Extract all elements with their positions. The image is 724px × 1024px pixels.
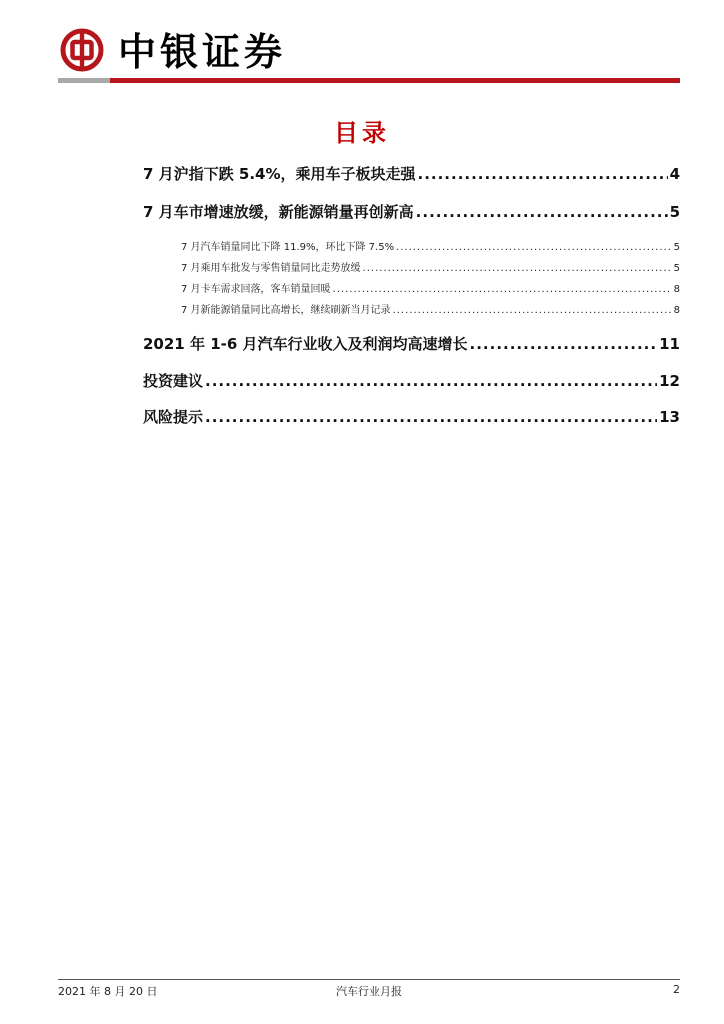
toc-entry-label: 2021 年 1-6 月汽车行业收入及利润均高速增长 [143,335,468,353]
footer-report-name: 汽车行业月报 [336,985,402,998]
toc-entry-label: 投资建议 [143,372,204,390]
toc-entry-page: 4 [669,165,680,183]
toc-dot-leader [396,242,672,253]
toc-entry-h1[interactable] [143,406,680,427]
toc-entry-label: 7 月新能源销量同比高增长，继续刷新当月记录 [181,305,391,316]
toc-entry-label: 7 月沪指下跌 5.4%，乘用车子板块走强 [143,165,416,183]
toc-entry-label: 7 月车市增速放缓，新能源销量再创新高 [143,203,414,221]
toc-entry-h2[interactable] [181,280,680,295]
toc-title: 目录 [334,119,390,147]
toc-entry-page: 8 [673,284,680,295]
header-divider-red [110,78,680,83]
toc-entry-page: 5 [669,203,680,221]
toc-entry-page: 5 [673,263,680,274]
toc-entry-h2[interactable] [181,238,680,253]
toc-entry-page: 8 [673,305,680,316]
toc-entry-page: 12 [659,372,680,390]
toc-entry-h2[interactable] [181,301,680,316]
toc-entry-label: 风险提示 [143,408,204,426]
footer-date: 2021 年 8 月 20 日 [58,985,158,998]
toc-dot-leader [393,305,672,316]
footer-page-number: 2 [673,983,680,996]
header-divider-gray [58,78,110,83]
toc-entry-page: 13 [659,408,680,426]
bank-of-china-logo-icon [60,28,104,72]
toc-entry-h1[interactable] [143,370,680,391]
toc-dot-leader [205,408,657,426]
page-header [58,26,688,78]
toc-dot-leader [363,263,672,274]
toc-entry-h1[interactable] [143,333,680,354]
toc-dot-leader [205,372,657,390]
toc-entry-page: 11 [659,335,680,353]
toc-entry-page: 5 [673,242,680,253]
footer-divider [58,979,680,980]
toc-dot-leader [470,335,658,353]
toc-entry-label: 7 月汽车销量同比下降 11.9%，环比下降 7.5% [181,242,395,253]
toc-entry-h1[interactable] [143,163,680,184]
toc-entry-h1[interactable] [143,201,680,222]
toc-entry-label: 7 月乘用车批发与零售销量同比走势放缓 [181,263,361,274]
toc-dot-leader [416,203,668,221]
toc-dot-leader [418,165,668,183]
page-footer [58,983,680,999]
toc-entry-label: 7 月卡车需求回落，客车销量回暖 [181,284,331,295]
toc-dot-leader [333,284,672,295]
brand-name: 中银证券 [118,29,287,74]
toc-entry-h2[interactable] [181,259,680,274]
